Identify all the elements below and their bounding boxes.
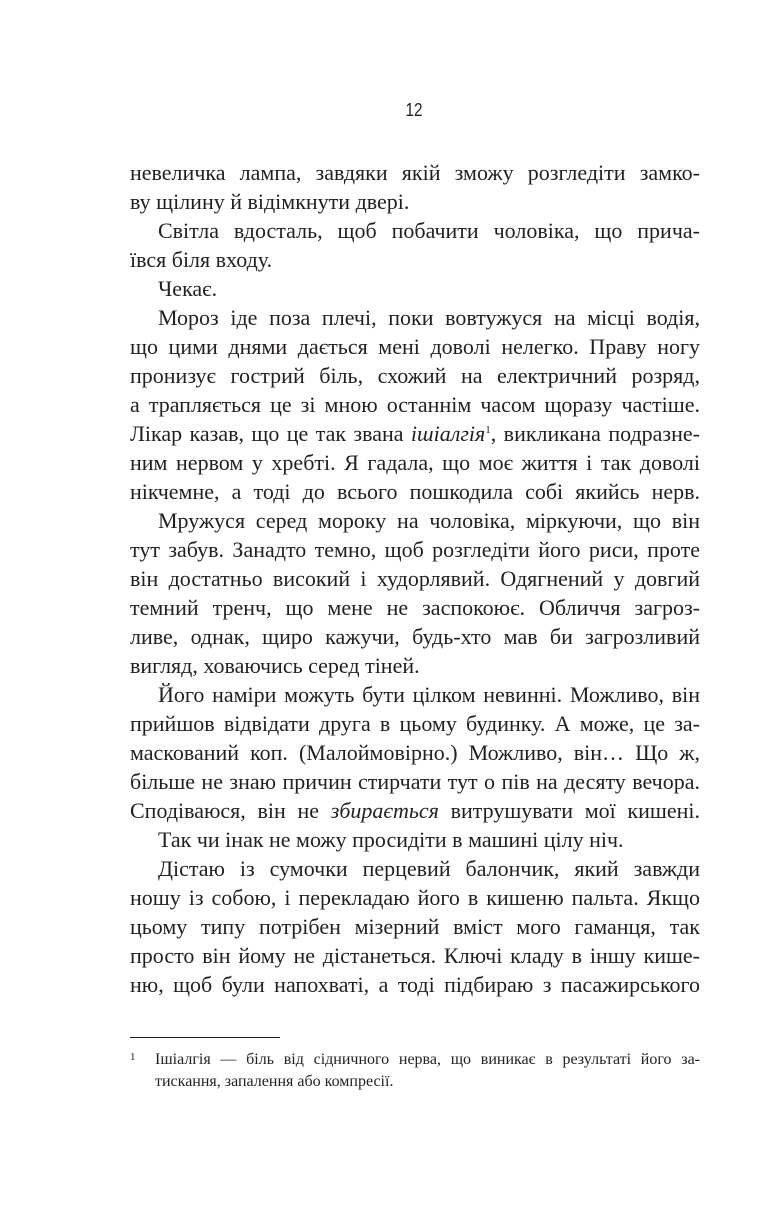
line-text: Лікар казав, що це так звана xyxy=(130,421,411,446)
line-text: просто він йому не дістанеться. Ключі кладу в іншу кише- xyxy=(130,943,700,968)
text-line xyxy=(130,332,700,361)
footnote xyxy=(130,1049,700,1093)
footnote-divider xyxy=(130,1037,280,1038)
footnote-reference: 1 xyxy=(485,424,491,436)
text-line xyxy=(130,564,700,593)
line-text: ношу із собою, і перекладаю його в кишеню пальта. Якщо xyxy=(130,885,700,910)
line-text: ву щілину й відімкнути двері. xyxy=(130,189,410,214)
line-text: ню, щоб були напохваті, а тоді підбираю з пасажирського xyxy=(130,972,700,997)
text-line xyxy=(130,535,700,564)
line-text: ївся біля входу. xyxy=(130,247,273,272)
text-line xyxy=(130,651,700,680)
line-text: темний тренч, що мене не заспокоює. Обличчя загроз- xyxy=(130,595,700,620)
line-text: нікчемне, а тоді до всього пошкодила собі якийсь нерв. xyxy=(130,479,700,504)
line-text: більше не знаю причин стирчати тут о пів на десяту вечора. xyxy=(130,769,700,794)
page-number: 12 xyxy=(405,100,423,120)
line-text: цьому типу потрібен мізерний вміст мого гаманця, так xyxy=(130,914,700,939)
line-text: ливе, однак, щиро кажучи, будь-хто мав би загрозливий xyxy=(130,624,700,649)
line-text: Мороз іде поза плечі, поки вовтужуся на місці водія, xyxy=(158,305,700,330)
line-text: Чекає. xyxy=(158,276,218,301)
body-text xyxy=(130,158,700,999)
text-line xyxy=(130,419,700,448)
text-line xyxy=(130,448,700,477)
text-line xyxy=(130,825,700,854)
text-line xyxy=(130,216,700,245)
text-line xyxy=(130,912,700,941)
italic-term: збирається xyxy=(330,798,439,823)
text-line xyxy=(130,187,700,216)
italic-term: ішіалгія xyxy=(410,421,486,446)
text-line xyxy=(130,680,700,709)
text-line xyxy=(130,854,700,883)
footnote-line: тискання, запалення або компресії. xyxy=(155,1073,394,1090)
text-line xyxy=(130,593,700,622)
text-line xyxy=(130,158,700,187)
text-line xyxy=(130,767,700,796)
line-text: він достатньо високий і худорлявий. Одягнений у довгий xyxy=(130,566,700,591)
line-text: тут забув. Занадто темно, щоб розгледіти його риси, проте xyxy=(130,537,700,562)
text-line xyxy=(130,738,700,767)
text-line xyxy=(130,622,700,651)
text-line xyxy=(130,477,700,506)
line-text: , викликана подразне- xyxy=(490,421,700,446)
line-text: маскований коп. (Малоймовірно.) Можливо, він… Що ж, xyxy=(130,740,700,765)
text-line xyxy=(130,796,700,825)
text-line xyxy=(130,883,700,912)
line-text: що цими днями дається мені доволі нелегко. Праву ногу xyxy=(130,334,700,359)
line-text: Мружуся серед мороку на чоловіка, міркуючи, що він xyxy=(158,508,700,533)
line-text: Так чи інак не можу просидіти в машині цілу ніч. xyxy=(158,827,624,852)
text-line xyxy=(130,303,700,332)
footnote-text xyxy=(155,1049,700,1093)
line-text: Дістаю із сумочки перцевий балончик, який завжди xyxy=(158,856,700,881)
text-line xyxy=(130,970,700,999)
footnote-line: Ішіалгія — біль від сідничного нерва, що виникає в результаті його за- xyxy=(155,1051,700,1068)
line-text: Світла вдосталь, щоб побачити чоловіка, що прича- xyxy=(158,218,700,243)
text-line xyxy=(130,941,700,970)
line-text: невеличка лампа, завдяки якій зможу розгледіти замко- xyxy=(130,160,700,185)
line-text: а трапляється це зі мною останнім часом щоразу частіше. xyxy=(130,392,700,417)
line-text: ним нервом у хребті. Я гадала, що моє життя і так доволі xyxy=(130,450,700,475)
line-text: Його наміри можуть бути цілком невинні. Можливо, він xyxy=(158,682,700,707)
line-text: вигляд, ховаючись серед тіней. xyxy=(130,653,420,678)
text-line xyxy=(130,274,700,303)
line-text: прийшов відвідати друга в цьому будинку. А може, це за- xyxy=(130,711,700,736)
footnote-marker: 1 xyxy=(130,1051,136,1063)
text-line xyxy=(130,390,700,419)
text-line xyxy=(130,709,700,738)
text-line xyxy=(130,361,700,390)
line-text: Сподіваюся, він не xyxy=(130,798,331,823)
text-line xyxy=(130,506,700,535)
line-text: пронизує гострий біль, схожий на електричний розряд, xyxy=(130,363,700,388)
line-text: витрушувати мої кишені. xyxy=(438,798,700,823)
text-line xyxy=(130,245,700,274)
